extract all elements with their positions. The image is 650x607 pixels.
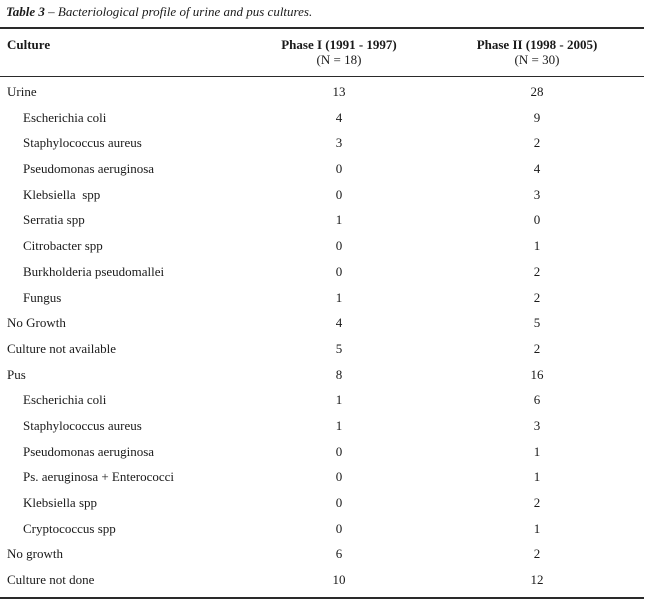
column-header-phase1 <box>239 37 439 67</box>
phase1-value: 10 <box>332 572 346 588</box>
phase2-value: 28 <box>530 84 544 99</box>
table-row <box>0 207 644 233</box>
table-row <box>0 464 644 490</box>
table-row <box>0 567 644 593</box>
phase1-count: (N = 18) <box>316 52 362 67</box>
table-caption-text: – Bacteriological profile of urine and pus cultures. <box>44 4 313 19</box>
phase1-value: 1 <box>335 212 343 228</box>
row-label: Klebsiella spp <box>23 186 101 202</box>
phase2-value: 12 <box>530 572 544 588</box>
column-header-culture: Culture <box>7 37 51 52</box>
row-label: Cryptococcus spp <box>23 520 116 536</box>
table-bottom-rule <box>0 597 644 599</box>
phase1-value: 4 <box>335 315 343 331</box>
row-label: Staphylococcus aureus <box>23 135 142 151</box>
phase1-value: 1 <box>335 417 343 433</box>
phase2-value: 16 <box>530 366 544 382</box>
header-divider-rule <box>0 76 644 77</box>
table-top-rule <box>0 27 644 29</box>
table-row <box>0 310 644 336</box>
table-row <box>0 439 644 465</box>
row-label: Fungus <box>23 289 62 305</box>
table-row <box>0 105 644 131</box>
row-label: Culture not done <box>7 572 95 588</box>
row-label: No Growth <box>7 315 66 331</box>
row-label: Culture not available <box>7 340 117 356</box>
table-row <box>0 541 644 567</box>
phase1-value: 0 <box>335 238 343 254</box>
table-row <box>0 259 644 285</box>
phase2-value: 3 <box>533 417 541 433</box>
phase2-value: 9 <box>533 109 541 125</box>
phase2-value: 2 <box>533 340 541 356</box>
row-label: Staphylococcus aureus <box>23 417 142 433</box>
phase1-value: 13 <box>332 84 346 99</box>
phase2-value: 0 <box>533 212 541 228</box>
table-caption-label: Table 3 <box>6 4 45 19</box>
phase2-value: 1 <box>533 520 541 536</box>
phase1-value: 0 <box>335 186 343 202</box>
row-label: No growth <box>7 546 63 562</box>
row-label: Urine <box>7 84 37 99</box>
table-row <box>0 490 644 516</box>
table-body <box>0 79 644 593</box>
phase1-value: 0 <box>335 443 343 459</box>
phase2-value: 2 <box>533 495 541 510</box>
phase2-value: 6 <box>533 392 541 408</box>
phase1-title: Phase I (1991 - 1997) <box>281 37 397 52</box>
phase1-value: 0 <box>335 495 343 510</box>
phase1-value: 6 <box>335 546 343 562</box>
phase2-value: 1 <box>533 469 541 485</box>
phase1-value: 0 <box>335 161 343 177</box>
phase1-value: 0 <box>335 520 343 536</box>
phase2-value: 1 <box>533 238 541 254</box>
row-label: Serratia spp <box>23 212 85 228</box>
table-row <box>0 362 644 388</box>
table-row <box>0 413 644 439</box>
phase2-title: Phase II (1998 - 2005) <box>476 37 598 52</box>
phase2-value: 2 <box>533 546 541 562</box>
table-row <box>0 387 644 413</box>
row-label: Citrobacter spp <box>23 238 103 254</box>
phase2-value: 5 <box>533 315 541 331</box>
row-label: Pus <box>7 366 26 382</box>
row-label: Escherichia coli <box>23 109 107 125</box>
row-label: Ps. aeruginosa + Enterococci <box>23 469 175 485</box>
table-row <box>0 233 644 259</box>
column-header-phase2 <box>437 37 637 67</box>
row-label: Pseudomonas aeruginosa <box>23 443 155 459</box>
phase2-value: 2 <box>533 135 541 151</box>
table-caption <box>6 4 312 20</box>
table-row <box>0 156 644 182</box>
table-row <box>0 182 644 208</box>
phase1-value: 1 <box>335 289 343 305</box>
phase1-value: 5 <box>335 340 343 356</box>
row-label: Klebsiella spp <box>23 495 98 510</box>
phase1-value: 0 <box>335 469 343 485</box>
phase1-value: 4 <box>335 109 343 125</box>
phase2-value: 2 <box>533 289 541 305</box>
phase1-value: 1 <box>335 392 343 408</box>
phase1-value: 8 <box>335 366 343 382</box>
phase2-count: (N = 30) <box>514 52 560 67</box>
phase2-value: 2 <box>533 263 541 279</box>
row-label: Pseudomonas aeruginosa <box>23 161 155 177</box>
row-label: Escherichia coli <box>23 392 107 408</box>
phase2-value: 3 <box>533 186 541 202</box>
phase1-value: 3 <box>335 135 343 151</box>
phase1-value: 0 <box>335 263 343 279</box>
table-row <box>0 336 644 362</box>
table-row <box>0 79 644 105</box>
phase2-value: 4 <box>533 161 541 177</box>
table-row <box>0 285 644 311</box>
table-row <box>0 130 644 156</box>
table-row <box>0 516 644 542</box>
row-label: Burkholderia pseudomallei <box>23 263 165 279</box>
phase2-value: 1 <box>533 443 541 459</box>
